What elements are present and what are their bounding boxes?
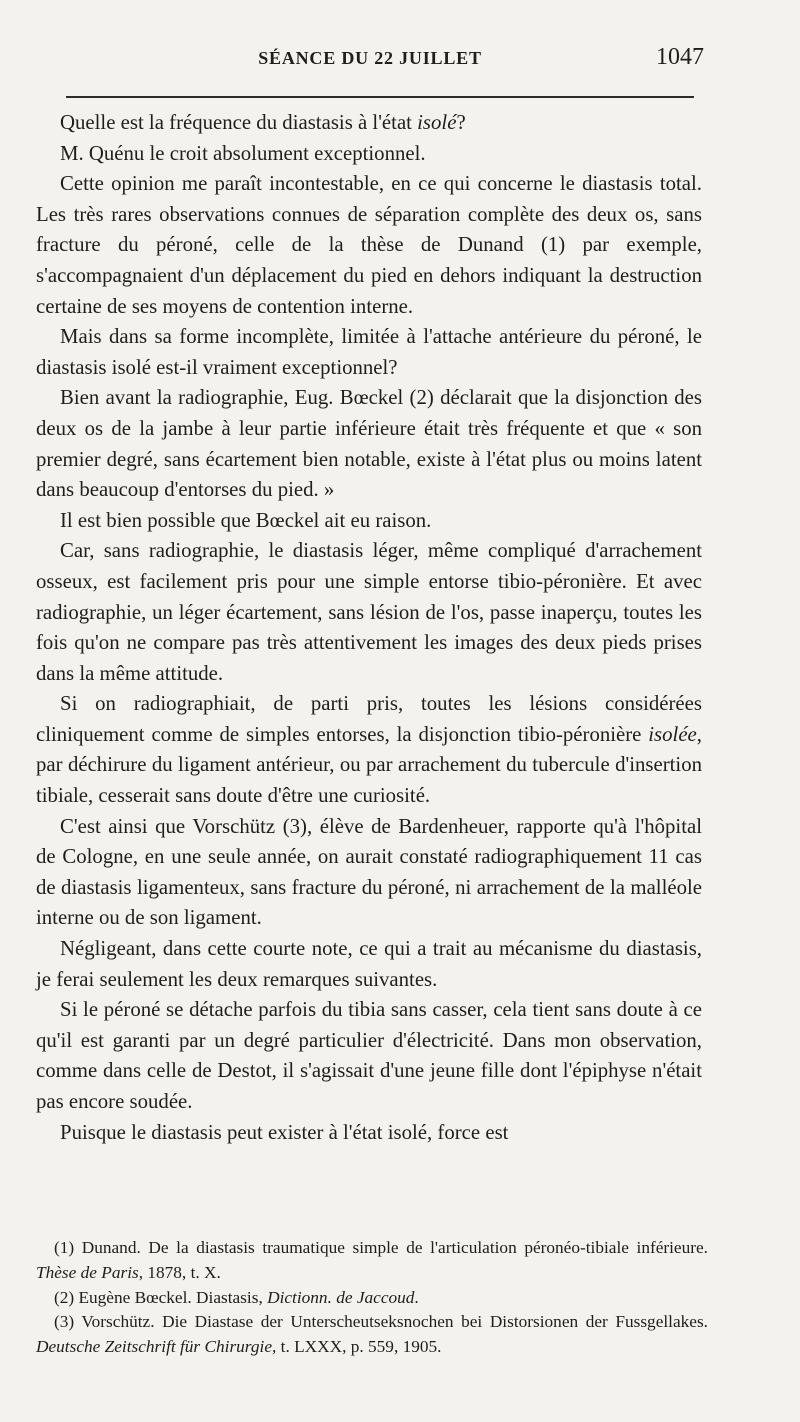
italic-citation: Dictionn. de Jaccoud [267, 1287, 415, 1307]
italic-emphasis: isolée [648, 722, 697, 746]
paragraph: Quelle est la fréquence du diastasis à l'état isolé? [60, 111, 466, 134]
header-rule [66, 96, 694, 98]
paragraph: Car, sans radiographie, le diastasis léger, même compliqué d'arrachement osseux, est facilement pris pour une simple entorse tibio-péronière. Et avec radiographie, un léger écartement, sans lésion de l'os, passe inaperçu, toutes les fois qu'on ne compare pas très attentivement les images des deux pieds prises dans la même attitude. [36, 539, 702, 685]
footnote-1: (1) Dunand. De la diastasis traumatique simple de l'articulation péronéo-tibiale inférieure. Thèse de Paris, 1878, t. X. [36, 1238, 708, 1282]
running-title: SÉANCE DU 22 JUILLET [258, 48, 482, 68]
italic-emphasis: isolé [417, 111, 457, 134]
page-number: 1047 [656, 44, 704, 70]
paragraph: Puisque le diastasis peut exister à l'état isolé, force est [60, 1120, 509, 1144]
paragraph: Mais dans sa forme incomplète, limitée à l'attache antérieure du péroné, le diastasis isolé est-il vraiment exceptionnel? [36, 325, 702, 379]
paragraph: M. Quénu le croit absolument exceptionnel. [60, 141, 426, 165]
paragraph: Si le péroné se détache parfois du tibia sans casser, cela tient sans doute à ce qu'il est garanti par un degré particulier d'électricité. Dans mon observation, comme dans celle de Destot, il s'agissait d'une jeune fille dont l'épiphyse n'était pas encore soudée. [36, 998, 702, 1113]
body-text [36, 108, 702, 1148]
paragraph: Bien avant la radiographie, Eug. Bœckel (2) déclarait que la disjonction des deux os de la jambe à leur partie inférieure était très fréquente et que « son premier degré, sans écartement bien notable, existe à l'état plus ou moins latent dans beaucoup d'entorses du pied. » [36, 386, 702, 502]
paragraph: C'est ainsi que Vorschütz (3), élève de Bardenheuer, rapporte qu'à l'hôpital de Cologne, en une seule année, on aurait constaté radiographiquement 11 cas de diastasis ligamenteux, sans fracture du péroné, ni arrachement de la malléole interne ou de son ligament. [36, 814, 702, 930]
footnote-2: (2) Eugène Bœckel. Diastasis, Dictionn. de Jaccoud. [54, 1287, 419, 1307]
page-header [36, 44, 704, 88]
footnote-3: (3) Vorschütz. Die Diastase der Unterscheutseksnochen bei Distorsionen der Fussgellakes. Deutsche Zeitschrift für Chirurgie, t. LXXX, p. 559, 1905. [36, 1312, 708, 1357]
paragraph: Cette opinion me paraît incontestable, en ce qui concerne le diastasis total. Les très rares observations connues de séparation complète des deux os, sans fracture du péroné, celle de la thèse de Dunand (1) par exemple, s'accompagnaient d'un déplacement du pied en dehors indiquant la destruction certaine de ses moyens de contention interne. [36, 172, 702, 318]
footnotes [36, 1236, 708, 1360]
italic-citation: Deutsche Zeitschrift für Chirurgie [36, 1337, 273, 1357]
paragraph: Il est bien possible que Bœckel ait eu raison. [60, 508, 432, 532]
paragraph: Si on radiographiait, de parti pris, toutes les lésions considérées cliniquement comme de simples entorses, la disjonction tibio-péronière isolée, par déchirure du ligament antérieur, ou par arrachement du tubercule d'insertion tibiale, cesserait sans doute d'être une curiosité. [36, 692, 702, 808]
italic-citation: Thèse de Paris [36, 1262, 139, 1282]
paragraph: Négligeant, dans cette courte note, ce qui a trait au mécanisme du diastasis, je ferai seulement les deux remarques suivantes. [36, 937, 702, 991]
